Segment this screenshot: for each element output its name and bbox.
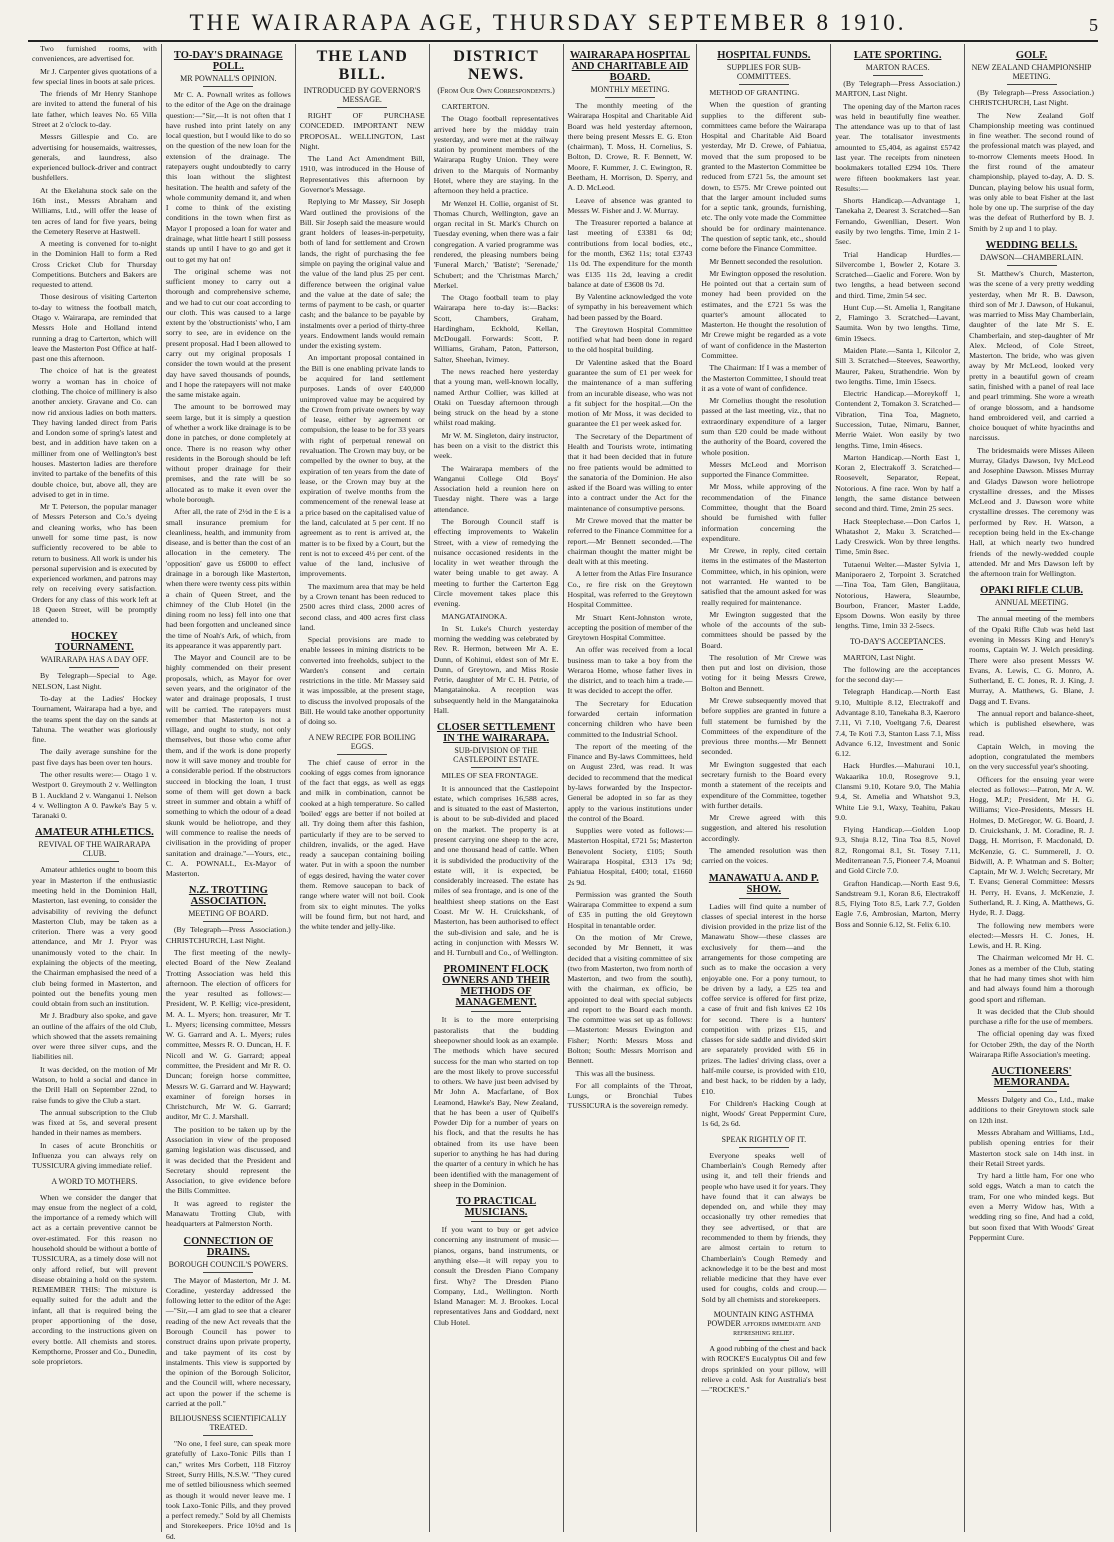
article	[835, 50, 960, 632]
article-headline: PROMINENT FLOCK OWNERS AND THEIR METHODS OF MANAGEMENT.	[442, 964, 550, 1009]
divider	[203, 1435, 253, 1436]
divider	[471, 767, 521, 768]
article-body	[300, 758, 425, 933]
column-3	[295, 44, 429, 1532]
paragraph: The annual subscription to the Club was fixed at 5s, and several present handed in their names as members.	[32, 1107, 157, 1138]
paragraph: Mr Bennett seconded the resolution.	[709, 256, 823, 266]
divider	[203, 921, 253, 922]
paragraph: Mr C. A. Pownall writes as follows to the editor of the Age on the drainage question:—"Sir,—It is not often that I have rushed into print lately on any local question, but I would like to do so on the question of the new loan for the extension of the drainage. The ratepayers ought undoubtedly to carry this loan without the slightest hesitation. The health and safety of the whole community demand it, and when I come to think of the existing conditions in the town when first as Mayor I proposed a loan for water and drainage, what little heart I still possess stands up until I have to go and get it out to get my hat on!	[165, 90, 291, 264]
article-headline: OPAKI RIFLE CLUB.	[980, 585, 1083, 597]
article-headline: CLOSER SETTLEMENT IN THE WAIRARAPA.	[436, 722, 556, 745]
paragraph: CARTERTON.	[441, 102, 490, 111]
paragraph: On the motion of Mr Crewe, seconded by Mr Bennett, it was decided that a visiting committee of six (two from Masterton, two from north of Masterton, and two from the south), with the chairman, ex officio, be appointed to deal with special subjects and report to the Board each month. The committee was set up as follows:—Masterton: Messrs Ewington and Fisher; North: Messrs Moss and Bolton; South: Messrs Morrison and Bennett.	[567, 932, 693, 1066]
paragraph: MILES OF SEA FRONTAGE.	[441, 771, 539, 781]
page-number: 5	[1089, 15, 1098, 35]
article	[969, 50, 1094, 234]
paragraph: After all, the rate of 2½d in the £ is a small insurance premium for cleanliness, health, and immunity from disease, and is better than the cost of an allocation in the cemetery. The 'opposition' gave us £6000 to effect drainage in a borough like Masterton, when there were twenty cess pits within a chain of Queen Street, and the chimney of the Club Hotel (in the dining room no less) fell into one that had been forgotten and uncleaned since the time of Noah's Ark, of which, from its appearance it was apparently part.	[165, 507, 291, 650]
article-headline: HOSPITAL FUNDS.	[717, 50, 811, 61]
article-subheading: ANNUAL MEETING.	[994, 598, 1069, 608]
paragraph: It is announced that the Castlepoint estate, which comprises 16,588 acres, and is situated to the east of Masterton, is about to be sub-divided and placed on the market. The property is at present carrying one sheep to the acre, and one thousand head of cattle. When it is subdivided the productivity of the estate will, it is expected, be considerably increased. The estate has miles of sea frontage, and is one of the healthiest sheep stations on the East Coast. Mr W. H. Cruickshank, of Masterton, has been authorised to effect the sub-division and sale, and he is acting in conjunction with Messrs W. and H. Turnbull and Co., of Wellington.	[433, 783, 559, 958]
paragraph: The Treasurer reported a balance at last meeting of £3381 6s 0d; contributions from local bodies, etc., for the month, £362 11s; total £3743 11s 0d. The expenditure for the month was £135 11s 2d, leaving a credit balance at date of £3608 0s 7d.	[567, 218, 693, 289]
paragraph: The choice of hat is the greatest worry a woman has in choice of clothing. The choice of millinery is also another anxiety. Gravane and Co. can now rid anxious ladies on both matters. They having landed direct from Paris and London some of spring's latest and best, and in addition have taken on a milliner from one of Wellington's best houses. Masterton ladies are therefore invited to partake of the benefits of this double choice, but, above all, they are advised to get in in time.	[32, 366, 157, 499]
paragraph: St. Matthew's Church, Masterton, was the scene of a very pretty wedding yesterday, when Mr R. B. Dawson, third son of Mr J. Dawson, of Hukanui, was married to Miss May Chamberlain, daughter of the late Mr S. E. Chamberlain, and step-daughter of Mr Alex. Mcleod, of Cole Street, Masterton. The bride, who was given away by Mr McLeod, looked very pretty in a beautiful gown of cream satin, finished with a panel of real lace and pearl trimming. She wore a wreath of orange blossom, and a handsome hand embroidered veil, and carried a choice bouquet of white hyacinths and narcissus.	[969, 268, 1094, 443]
article-headline: LATE SPORTING.	[853, 50, 942, 61]
paragraph: Special provisions are made to enable lessees in mining districts to be converted into freeholds, subject to the Warden's consent and certain restrictions in the title. Mr Massey said it was impossible, at the present stage, to discuss the involved proposals of the Bill. He would take another opportunity of doing so.	[299, 635, 425, 727]
paragraph: The following new members were elected:—Messrs H. C. Jones, H. Lewis, and H. R. King.	[969, 920, 1094, 951]
paragraph: The Secretary of the Department of Health and Tourists wrote, intimating that it had been decided that in future no free patients would be admitted to the sanatoria of the Dominion. He also asked if the Board was willing to enter into a contract under the Act for the maintenance of consumptive persons.	[567, 431, 693, 513]
article-headline: THE LAND BILL.	[316, 48, 408, 83]
paragraph: The amount to be borrowed may seem large, but it is simply a question of whether a work like drainage is to be done in patches, or done completely at once. There is no reason why other residents in the Borough should be left without proper drainage for their premises, and the rate will be so allocated as to make it even over the whole borough.	[165, 402, 291, 504]
paragraph: Messrs McLeod and Morrison supported the Finance Committee.	[701, 459, 827, 480]
paragraph: Mr Crewe moved that the matter be referred to the Finance Committee for a report.—Mr Bennett seconded.—The chairman thought the matter might be dealt with at this meeting.	[567, 515, 693, 567]
article	[835, 637, 960, 930]
paragraph: The Mayor and Council are to be highly commended on their present proposals, which, as Mayor for over seven years, and the originator of the water and drainage proposals, I trust will be carried. The ratepayers must remember that Masterton is not a village, and ought to study, not only themselves, but those who come after them, and if the work is done properly now it will save money and trouble for a considerable period. If the obstructors succeed in blocking the loan, I trust some of them will get down a back street in summer and obtain a whiff of something to which the odour of a dead skunk would be heliotrope, and they will commence to realise the needs of civilisation in the providing of proper sanitation and drainage."—Yours, etc., C. A. POWNALL, Ex-Mayor of Masterton.	[165, 653, 291, 879]
divider	[739, 1147, 789, 1148]
paragraph: Shorts Handicap.—Advantage 1, Tanekaha 2, Dearest 3. Scratched—San Fernando, Gwenllian, Desert. Won easily by two lengths. Time, 1min 2 1-5sec.	[835, 196, 961, 247]
paragraph: Messrs Dalgety and Co., Ltd., make additions to their Greytown stock sale on 12th inst.	[969, 1095, 1094, 1125]
article	[32, 44, 157, 625]
article	[166, 1414, 291, 1542]
paragraph: Mr Crewe agreed with this suggestion, and altered his resolution accordingly.	[701, 813, 827, 843]
paragraph: It was agreed to register the Manawatu Trotting Club, with headquarters at Palmerston North.	[165, 1198, 291, 1229]
article-subheading: MOUNTAIN KING ASTHMA POWDER affords immediate and refreshing relief.	[707, 1309, 821, 1337]
article	[300, 48, 425, 728]
divider	[69, 861, 119, 862]
article	[434, 964, 559, 1190]
paragraph: The Mayor of Masterton, Mr J. M. Coradine, yesterday addressed the following letter to the editor of the Age:—"Sir,—I am glad to see that a clearer reading of the new Act reveals that the Borough Council has power to construct drains upon private property, and take payment of its cost by instalments. This view is supported by the opinion of the Borough Solicitor, and the Council will, where necessary, act upon the power if the scheme is carried at the poll."	[165, 1275, 291, 1408]
article-body	[166, 1439, 291, 1542]
column-7	[830, 44, 964, 1532]
article	[434, 1196, 559, 1328]
article-body	[32, 671, 157, 821]
article-headline: WEDDING BELLS.	[985, 239, 1078, 251]
article-headline: HOCKEY TOURNAMENT.	[55, 631, 134, 654]
article-subheading: MARTON RACES.	[865, 63, 930, 72]
article-body	[32, 865, 157, 1171]
paragraph: Hack Hurdles.—Mahuraui 10.1, Wakaarika 10.0, Rosegrove 9.1, Clansmi 9.10, Kotare 9.0, The Mahia 9.4, St. Amelia and Whatshot 9.3, White Lie 9.1, Waxy, Teahitu, Pakau 9.0.	[835, 761, 961, 822]
paragraph: A good rubbing of the chest and back with ROCKE'S Eucalyptus Oil and few drops sprinkled on your pillow, will relieve a cold. Ask for Australia's best—"ROCKE'S."	[701, 1343, 827, 1395]
article-subheading: SPEAK RIGHTLY OF IT.	[721, 1134, 807, 1144]
paragraph: For all complaints of the Throat, Lungs, or Bronchial Tubes TUSSICURA is the sovereign remedy.	[567, 1080, 693, 1111]
paragraph: Trial Handicap Hurdles.—Silvercombe 1, Bowler 2, Kotare 3. Scratched—Gaelic and Forere. Won by two lengths, a head between second and third. Time, 2min 54 sec.	[835, 249, 961, 300]
paragraph: Mr Crewe subsequently moved that before supplies are granted in future a full statement be furnished by the Committees of the expenditure of the previous three months.—Mr Bennett seconded.	[701, 696, 827, 757]
paragraph: MARTON, Last Night.	[843, 652, 916, 662]
article-subheading: BILIOUSNESS SCIENTIFICALLY TREATED.	[169, 1414, 287, 1433]
paragraph: Supplies were voted as follows:—Masterton Hospital, £721 5s; Masterton Benevolent Society, £105; South Wairarapa Hospital, £313 17s 9d; Pahiatua Hospital, £400; total, £1660 2s 9d.	[567, 826, 693, 887]
divider	[1007, 1091, 1057, 1092]
paragraph: Mr Moss, while approving of the recommendation of the Finance Committee, thought that the Board should be furnished with fuller information concerning the expenditure.	[701, 482, 827, 543]
column-2	[161, 44, 295, 1541]
paragraph: The bridesmaids were Misses Aileen Murray, Gladys Dawson, Ivy McLeod and Josephine Dawson. Misses Murray and Gladys Dawson wore heliotrope crystalline dresses, and the Misses McLeod and J. Dawson wore white crystalline dresses. The ceremony was performed by Rev. H. Watson, a reception being held in the Ex-change Hall, at which nearly two hundred friends of the newly-wedded couple attended. Mr and Mrs Dawson left by the afternoon train for Wellington.	[969, 445, 1094, 579]
paragraph: The Greytown Hospital Committee notified what had been done in regard to the old hospital building.	[567, 324, 693, 355]
paragraph: The amended resolution was then carried on the voices.	[701, 845, 827, 866]
paragraph: At the Ekelahuna stock sale on the 16th inst., Messrs Abraham and Williams, Ltd., will offer the lease of ten acres of land for five years, being the Cemetery Reserve at Hastwell.	[32, 185, 157, 236]
paragraph: The New Zealand Golf Championship meeting was continued in fine weather. The second round of the professional match was played, and to-morrow Clements meets Hood. In the first round of the amateur championship, played to-day, A. D. S. Duncan, playing below his usual form, was only able to beat Fisher at the last hole by one up. The surprise of the day was the defeat of Rutherford by B. J. Smith by 2 up and 1 to play.	[969, 110, 1094, 233]
paragraph: It was decided that the Club should purchase a rifle for the use of members.	[969, 1006, 1094, 1027]
paragraph: The opening day of the Marton races was held in beautifully fine weather. The attendance was up to that of last year. The totalisator investments amounted to £5,404, as against £5742 last year. The receipts from nineteen bookmakers totalled £294 10s. There were fifteen bookmakers last year. Results:—	[835, 101, 961, 193]
paragraph: "No one, I feel sure, can speak more gratefully of Laxo-Tonic Pills than I can," writes Mrs Corbett, 118 Fitzroy Street, Surry Hills, N.S.W. "They cured me of settled biliousness which seemed as though it would never leave me. I took Laxo-Tonic Pills, and they proved a perfect remedy." Sold by all Chemists and Storekeepers. Price 10½d and 1s 6d.	[165, 1439, 291, 1541]
article-body	[166, 925, 291, 1229]
paragraph: (By Telegraph—Press Association.) CHRISTCHURCH, Last Night.	[969, 88, 1094, 108]
paragraph: Grafton Handicap.—North East 9.6, Sandstream 9.1, Koran 8.6, Electrakoff 8.5, Flying Toto 8.5, Lark 7.7, Golden Eagle 7.6, Ambrosian, Marton, Merry Boss and Sonnie 6.12, St. Felix 6.10.	[835, 878, 961, 929]
newspaper-title: THE WAIRARAPA AGE, THURSDAY SEPTEMBER 8 1910.	[189, 10, 907, 35]
article	[701, 50, 826, 867]
article	[32, 631, 157, 821]
article-subheading: INTRODUCED BY GOVERNOR'S MESSAGE.	[303, 86, 421, 104]
column-8	[964, 44, 1098, 1532]
paragraph: The annual meeting of the members of the Opaki Rifle Club was held last evening in Messrs King and Henry's rooms, Captain W. J. Welch presiding. There were also present Messrs W. Evans, A. Lewis, C. G. Monro, A. Sutherland, E. C. Jones, R. J. King, J. Murray, A. Matthews, G. Blane, J. Dagg and T. Evans.	[969, 614, 1094, 706]
paragraph: An offer was received from a local business man to take a boy from the Weraroa Home, whose father lives in the district, and to teach him a trade.—It was decided to accept the offer.	[567, 645, 693, 696]
paragraph: Mr Ewington opposed the resolution. He pointed out that a certain sum of money had been provided on the estimates, and the £721 5s was the quarter's amount allocated to Masterton. He thought the resolution of Mr Crewe might be regarded as a vote of want of confidence in the Masterton Committee.	[701, 268, 827, 361]
paragraph: If you want to buy or get advice concerning any instrument of music—pianos, organs, band instruments, or anything else—it will repay you to consult the Dresden Piano Company first. Why? The Dresden Piano Company, Ltd., Wellington. North Island Manager: M. J. Brookes. Local representatives Jans and Goddard, next Club Hotel.	[433, 1225, 559, 1327]
paragraph: The first meeting of the newly-elected Board of the New Zealand Trotting Association was held this afternoon. The election of officers for the year resulted as follows:—President, W. P. Kellig; vice-president, M. A. L. Myers; hon. treasurer, Mr T. L. Myers; licensing committee, Messrs W. G. Garrard and A. L. Myers; rules committee, Messrs R. O. Duncan, H. F. Nicoll and W. G. Garrard; appeal committee, the President and Mr R. O. Duncan; foreign horse committee, Messrs W. G. Garrard and W. Hayward; examiner of foreign horses in Christchurch, Mr W. G. Garrard; auditor, Mr C. J. Marshall.	[165, 947, 291, 1122]
article	[434, 722, 559, 958]
divider	[69, 1189, 119, 1190]
article-body	[701, 88, 826, 867]
paragraph: MANGATAINOKA.	[441, 611, 508, 621]
article-subheading: (From Our Own Correspondents.)	[437, 86, 555, 95]
article-body	[701, 1151, 826, 1305]
paragraph: It was decided, on the motion of Mr Watson, to hold a social and dance in the Drill Hall on September 22nd, to raise funds to give the Club a start.	[32, 1064, 157, 1105]
article	[32, 827, 157, 1171]
article	[300, 733, 425, 933]
article-subheading: REVIVAL OF THE WAIRARAPA CLUB.	[38, 840, 151, 859]
paragraph: Telegraph Handicap.—North East 9.10, Multiple 8.12, Electrakoff and Advantage 8.10, Tanekaha 8.3, Kaeroro 7.11, Vi 7.10, Voeltgang 7.6, Dearest 7.4, Te Koti 7.3, Stanton Lass 7.1, Miss Advance 6.12, Investment and Sonic 6.12.	[835, 687, 961, 759]
paragraph: Mr W. M. Singleton, dairy instructor, has been on a visit to the district this week.	[433, 430, 559, 461]
column-1	[28, 44, 161, 1532]
paragraph: When we consider the danger that may ensue from the neglect of a cold, the importance of a remedy which will act as a certain preventive cannot be over-estimated. For this reason no household should be without a bottle of TUSSICURA, as a timely dose will not only afford relief, but will prevent disease obtaining a hold on the system. REMEMBER THIS: The mixture is equally suited for the adult and the infant, all that is required being the proper apportioning of the dose, according to the instructions given on every bottle. All chemists and stores. Kempthorne, Prosser and Co., Dunedin, sole proprietors.	[32, 1192, 157, 1367]
paragraph: The chief cause of error in the cooking of eggs comes from ignorance of the fact that eggs, as well as eggs and milk in combination, cannot be cooked at a high temperature. So called 'boiled' eggs are better if not boiled at all. Try doing them after this fashion, particularly if they are to be served to children, invalids, or the aged. Have ready a saucepan containing boiling water. Put in with a spoon the number of eggs desired, having the water cover them. Remove saucepan to back of range where water will not boil. Cook from six to eight minutes. The yolks will be found firm, but not hard, and the white tender and jelly-like.	[299, 757, 425, 932]
paragraph: The Otago football team to play Wairarapa here to-day is:—Backs: Scott, Chambers, Graham, Hardingham, Eckhold, Kellan, McDougall. Forwards: Scott, P. Williams, Graham, Paton, Patterson, Salter, Sheehan, Ivimey.	[433, 293, 559, 364]
article-body	[701, 902, 826, 1130]
article	[701, 1135, 826, 1305]
divider	[1007, 84, 1057, 85]
paragraph: METHOD OF GRANTING.	[709, 88, 800, 97]
paragraph: The annual report and balance-sheet, which is published elsewhere, was read.	[969, 708, 1094, 739]
paragraph: Hunt Cup.—St. Amelia 1, Rangitane 2, Flamingo 3. Scratched—Lavant, Saumita. Won by two lengths. Time, 6min 19secs.	[835, 302, 961, 343]
paragraph: By Telegraph—Special to Age. NELSON, Last Night.	[32, 671, 157, 691]
article	[166, 1236, 291, 1410]
article-body	[969, 269, 1094, 579]
article-body	[568, 101, 693, 1112]
article-body	[434, 1015, 559, 1190]
article-body	[835, 653, 960, 930]
paragraph: Mr J. Bradbury also spoke, and gave an outline of the affairs of the old Club, which showed that the assets remaining over were three silver cups, and the liabilities nil.	[32, 1011, 157, 1062]
paragraph: The official opening day was fixed for October 29th, the day of the North Wairarapa Rifle Association's meeting.	[969, 1029, 1094, 1059]
paragraph: In cases of acute Bronchitis or Influenza you can always rely on TUSSICURA giving immediate relief.	[32, 1140, 157, 1171]
article-subheading: NEW ZEALAND CHAMPIONSHIP MEETING.	[971, 63, 1092, 81]
article	[568, 50, 693, 1112]
article-headline: CONNECTION OF DRAINS.	[183, 1235, 274, 1258]
divider	[739, 898, 789, 899]
column-5	[563, 44, 697, 1532]
paragraph: Amateur athletics ought to boom this year in Masterton if the enthusiastic meeting held in the Dominion Hall, Masterton, last evening, to consider the advisability of reviving the defunct Masterton Club, may be taken as a criterion. There was a very good attendance, and Mr J. Pryor was unanimously voted to the chair. In explaining the objects of the meeting, the Chairman emphasised the need of a club being formed in Masterton, and pointed out the benefits young men could obtain from such an institution.	[32, 865, 157, 1009]
paragraph: The resolution of Mr Crewe was then put and lost on division, those voting for it being Messrs Crewe, Bolton and Bennett.	[701, 652, 827, 693]
article-body	[434, 1225, 559, 1328]
paragraph: Mr Stuart Kent-Johnston wrote, accepting the position of member of the Greytown Hospital Committee.	[567, 612, 693, 643]
article	[969, 1066, 1094, 1243]
article-subheading: MONTHLY MEETING.	[590, 85, 670, 94]
paragraph: The Chairman: If I was a member of the Masterton Committee, I should treat it as a vote of want of confidence.	[701, 363, 827, 393]
divider	[1007, 265, 1057, 266]
divider	[471, 1221, 521, 1222]
article-subheading: A WORD TO MOTHERS.	[51, 1176, 138, 1186]
paragraph: Mr Wenzel H. Collie, organist of St. Thomas Church, Wellington, gave an organ recital in St. Mark's Church on Tuesday evening, when there was a fair congregation. A varied programme was rendered, the pleasing numbers being 'Funeral March,' 'Batiste'; 'Serenade,' Schubert; and the 'Christmas March,' Merkel.	[433, 198, 559, 290]
paragraph: Mr Ewington suggested that the whole of the accounts of the sub-committees should be passed by the Board.	[701, 609, 827, 650]
paragraph: The monthly meeting of the Wairarapa Hospital and Charitable Aid Board was held yesterday afternoon, there being present Messrs E. G. Eton (chairman), T. Moss, H. Cornelius, S. Bolton, D. Crowe, R. F. Bennett, W. Moore, F. Kummer, J. C. Ewington, R. Beetham, H. Morrison, D. Sperry, and A. D. McLeod.	[567, 101, 693, 193]
divider	[739, 84, 789, 85]
paragraph: Hack Steeplechase.—Don Carlos 1, Whatashot 2, Maku 3. Scratched—Lady Creswick. Won by three lengths. Time, 5min 8sec.	[835, 516, 961, 557]
divider	[1007, 610, 1057, 611]
newspaper-columns	[28, 44, 1098, 1541]
paragraph: The news reached here yesterday that a young man, well-known locally, named Arthur Collier, was killed at Otaki on Tuesday afternoon through being struck on the head by a stone whilst road making.	[433, 367, 559, 428]
paragraph: (By Telegraph—Press Association.) MARTON, Last Night.	[835, 79, 961, 99]
paragraph: Mr Crewe, in reply, cited certain items in the estimates of the Masterton Committee, which, in his opinion, were not warranted. He wanted to be satisfied that the amount asked for was really required for maintenance.	[701, 546, 827, 607]
paragraph: Mr Ewington suggested that each secretary furnish to the Board every month a statement of the receipts and expenditure of the Committee, together with further details.	[701, 759, 827, 810]
paragraph: Mr T. Peterson, the popular manager of Messrs Peterson and Co.'s dyeing and cleaning works, who has been unwell for some time past, is now sufficiently recovered to be able to return to business. All work is under his personal supervision and is executed by experienced workmen, and patrons may rely on receiving every satisfaction. Orders for any class of this work left at 18 Queen Street, will be promptly attended to.	[32, 502, 157, 625]
article	[969, 240, 1094, 579]
article	[32, 1177, 157, 1368]
article-body	[32, 1193, 157, 1368]
paragraph: An important proposal contained in the Bill is one enabling private lands to be acquired for land settlement purposes. Lands of over £40,000 unimproved value may be acquired by the Crown from private owners by way of lease, either by agreement or compulsion, the lease to be for 33 years with right of perpetual renewal on revaluation. The Crown may buy, or be compelled by the owner to buy, at the expiration of ten years from the date of lease, or the Crown may buy at the expiration of twelve months from the commencement of the renewal lease at a price based on the capitalised value of the land, calculated at 5 per cent. If no agreement as to rent is arrived at, the matter is to be fixed by a Court, but the rent is not to exceed 4½ per cent. of the value of the land, inclusive of improvements.	[299, 353, 425, 579]
article-headline: N.Z. TROTTING ASSOCIATION.	[188, 885, 268, 908]
article	[166, 885, 291, 1229]
paragraph: The Land Act Amendment Bill, 1910, was introduced in the House of Representatives this afternoon by Governor's Message.	[299, 154, 425, 194]
divider	[873, 75, 923, 76]
article-headline: TO-DAY'S DRAINAGE POLL.	[173, 50, 283, 72]
article-body	[835, 79, 960, 632]
paragraph: Messrs Abraham and Williams, Ltd., publish opening entries for their Masterton stock sale on 14th inst. in their Retail Street yards.	[969, 1128, 1094, 1168]
article	[969, 585, 1094, 1060]
article-subheading: SUB-DIVISION OF THE CASTLEPOINT ESTATE.	[453, 746, 539, 765]
article-headline: AMATEUR ATHLETICS.	[35, 827, 154, 839]
paragraph: To-day at the Ladies' Hockey Tournament, Wairarapa had a bye, and the teams spent the day on the sands at Tahuna. The weather was gloriously fine.	[32, 694, 157, 745]
paragraph: Two furnished rooms, with conveniences, are advertised for.	[32, 44, 157, 64]
article-subheading: BOROUGH COUNCIL'S POWERS.	[168, 1259, 289, 1269]
paragraph: Maiden Plate.—Santa 1, Kilcolor 2, Sill 3. Scratched—Steeves, Seaworthy, Maurer, Pakeu, Strathendrie. Won by two lengths. Time, 1min 15secs.	[835, 346, 961, 386]
paragraph: The following are the acceptances for the second day:—	[835, 664, 961, 685]
paragraph: Permission was granted the South Wairarapa Committee to expend a sum of £35 in putting the old Greytown Hospital in tenantable order.	[567, 889, 693, 930]
paragraph: Dr Valentine asked that the Board guarantee the sum of £1 per week for the maintenance of a man suffering from an incurable disease, who was not a fit subject for the hospital.—On the motion of Mr Moss, it was decided to guarantee the £1 per week asked for.	[567, 357, 693, 429]
article-subheading: WAIRARAPA HAS A DAY OFF.	[40, 655, 149, 665]
paragraph: Mr Cornelius thought the resolution passed at the last meeting, viz., that no extraordinary expenditure of a larger sum than £20 could be made without the authority of the Board, covered the whole position.	[701, 396, 827, 457]
paragraph: The other results were:— Otago 1 v. Westport 0. Greymouth 2 v. Wellington B 1. Auckland 2 v. Wanganui 1. Nelson 4 v. Wellington A 0. Pawke's Bay 5 v. Taranaki 0.	[32, 770, 157, 821]
article-subheading: SUPPLIES FOR SUB-COMMITTEES.	[726, 63, 801, 81]
divider	[337, 107, 387, 108]
article-subheading: MEETING OF BOARD.	[188, 909, 269, 919]
article-body	[969, 88, 1094, 234]
paragraph: Electric Handicap.—Moreykoff 1, Contendent 2, Tomakon 3. Scratched—Vibration, Tina Toa, Magneto, Succession, Tutae, Nimaru, Banner, Merrie Waiet. Won easily by two lengths. Time, 1min 46secs.	[835, 389, 961, 450]
article-headline: GOLF.	[1015, 50, 1048, 61]
article-body	[434, 102, 559, 716]
paragraph: (By Telegraph—Press Association.) CHRISTCHURCH, Last Night.	[165, 925, 291, 945]
column-6	[696, 44, 830, 1532]
paragraph: In St. Luke's Church yesterday morning the wedding was celebrated by Rev. R. Hermon, between Mr A. E. Dunn, of Kohinui, eldest son of Mr E. Dunn, of Greytown, and Miss Rosie Petrie, daughter of Mr C. H. Petrie, of Mangatainoka. A reception was subsequently held in the Mangatainoka Hall.	[433, 623, 559, 716]
divider	[203, 1272, 253, 1273]
paragraph: Those desirous of visiting Carterton to-day to witness the football match, Otago v. Wairarapa, are reminded that Messrs Hole and Holland intend running a drag to Carterton, which will leave the Masterton Post Office at half-past one this afternoon.	[32, 292, 157, 364]
article-headline: DISTRICT NEWS.	[453, 48, 539, 83]
paragraph: A letter from the Atlas Fire Insurance Co., re fire risk on the Greytown Hospital, was referred to the Greytown Hospital Committee.	[567, 569, 693, 610]
article-headline: TO PRACTICAL MUSICIANS.	[456, 1196, 537, 1219]
article	[701, 1310, 826, 1395]
article-subheading: A NEW RECIPE FOR BOILING EGGS.	[308, 732, 416, 751]
paragraph: Leave of absence was granted to Messrs W. Fisher and J. W. Murray.	[567, 195, 693, 215]
paragraph: Tutaenui Welter.—Master Sylvia 1, Maniporaero 2, Torpoint 3. Scratched—Tina Toa, Tam Glen, Bangiitaua, Notorious, Hawera, Sleaumbe, Bourbon, Francer, Master Ladde, Epsom Downs. Won easily by three lengths. Time, 1min 33 2-5secs.	[835, 559, 961, 631]
divider	[203, 86, 253, 87]
article-body	[969, 1095, 1094, 1243]
paragraph: The Otago football representatives arrived here by the midday train yesterday, and were met at the railway station by prominent members of the Wairarapa Rugby Union. They were driven to the Marquis of Normanby Hotel, where they are staying. In the afternoon they held a practice.	[433, 114, 559, 196]
article-body	[166, 90, 291, 879]
paragraph: Officers for the ensuing year were elected as follows:—Patron, Mr A. W. Hogg, M.P.; President, Mr H. G. Williams; Vice-Presidents, Messrs H. Holmes, D. McGregor, W. G. Board, J. D. Cruickshank, J. M. Coradine, R. J. Dagg, H. Morrison, F. Macdonald, D. McKenzie, G. C. Summerell, J. O. Bidwill, A. P. Whatman and S. Bolter; Captain, Mr W. J. Welch; Secretary, Mr T. Evans; General Committee: Messrs H. Perry, H. Evans, J. McKenzie, J. Sutherland, R. J. King, A. Matthews, G. Hyde, R. J. Dagg.	[969, 774, 1094, 918]
divider	[471, 1011, 521, 1012]
paragraph: This was all the business.	[575, 1068, 655, 1078]
paragraph: The Borough Council staff is effecting improvements to Wakelin Street, with a view of remedying the nuisance occasioned residents in the locality in wet weather through the water being unable to get away. A meeting to further the Carterton Egg Circle movement takes place this evening.	[433, 516, 559, 609]
article-headline: AUCTIONEERS' MEMORANDA.	[991, 1066, 1072, 1089]
divider	[873, 649, 923, 650]
article-subheading: MR POWNALL'S OPINION.	[180, 74, 277, 83]
paragraph: The original scheme was not sufficient money to carry out a thorough and comprehensive scheme, and we had to cut our coat according to our cloth. This was caused to a large extent by the 'obstructionists' who, I am sorry to see, are in evidence on the present proposal. Had I been allowed to carry out my original proposals I consider the town would at the present day have saved thousands of pounds, and I hope the ratepayers will not make the same mistake again.	[165, 266, 291, 400]
paragraph: For Children's Hacking Cough at night, Woods' Great Peppermint Cure, 1s 6d, 2s 6d.	[701, 1098, 827, 1129]
article-body	[32, 44, 157, 625]
article-body	[969, 614, 1094, 1060]
paragraph: The Chairman welcomed Mr H. C. Jones as a member of the Club, stating that he had many times shot with him and had always found him a thorough good sport and rifleman.	[969, 953, 1094, 1004]
divider	[605, 97, 655, 98]
article-subheading: TO-DAY'S ACCEPTANCES.	[849, 636, 946, 646]
divider	[337, 754, 387, 755]
paragraph: Marton Handicap.—North East 1, Koran 2, Electrakoff 3. Scratched—Roosevelt, Separator, Repeat, Notorious. A fine race. Won by half a length, the same distance between second and third. Time, 2min 25 secs.	[835, 452, 961, 514]
paragraph: The position to be taken up by the Association in view of the proposed gaming legislation was discussed, and it was decided that the President and Secretary should represent the Association, to give evidence before the Bills Committee.	[165, 1124, 291, 1196]
article-headline: MANAWATU A. AND P. SHOW.	[708, 872, 819, 895]
divider	[69, 667, 119, 668]
article	[434, 48, 559, 716]
paragraph: Mr J. Carpenter gives quotations of a few special lines in boots at sale prices.	[32, 66, 157, 86]
paragraph: When the question of granting supplies to the different sub-committees came before the Wairarapa Hospital and Charitable Aid Board yesterday, Mr D. Crewe, of Pahiatua, moved that the sum proposed to be granted to the Masterton Committee be reduced from £721 5s, the amount set down, to £575. Mr Crewe pointed out that the larger amount included sums for a septic tank, grounds, furnishing, etc. The only vote made the Committee should be for ordinary maintenance. The question of septic tank, etc., should come before the Finance Committee.	[701, 100, 827, 254]
article-body	[300, 111, 425, 728]
paragraph: Everyone speaks well of Chamberlain's Cough Remedy after using it, and tell their friends and people who have used it for years. They have found that it can always be depended on, and while they may occasionally try other remedies that they see advertised, or that are recommended to them by friends, they are almost certain to return to Chamberlain's Cough Remedy and acknowledge it to be the best and most reliable medicine that they have ever used for coughs, colds and croup.—Sold by all chemists and storekeepers.	[701, 1150, 827, 1304]
paragraph: By Valentine acknowledged the vote of sympathy in his bereavement which had been passed by the Board.	[567, 292, 693, 322]
divider	[739, 1340, 789, 1341]
paragraph: Ladies will find quite a number of classes of special interest in the horse division provided in the prize list of the Manawatu Show—these classes are exclusively for them—and the arrangements for those competing are such as to make the occasion a very enjoyable one. For a pony turnout, to be driven by a lady, a £25 tea and coffee service is offered for first prize, a case of fruit and fish knives £2 10s for second. There is a hunters' competition with prizes £15, and classes for side saddle and divided skirt are separately provided with £6 in prizes. The ladies' driving class, over a half-mile course, is provided with £10, and best hack, to be ridden by a lady, £10.	[701, 901, 827, 1096]
paragraph: The report of the meeting of the Finance and By-laws Committees, held on August 23rd, was read. It was decided to recommend that the medical by-laws forwarded by the Inspector-General be adopted in so far as they apply to the various institutions under the control of the Board.	[567, 741, 693, 823]
masthead	[28, 6, 1098, 42]
article-body	[166, 1276, 291, 1410]
paragraph: Captain Welch, in moving the adoption, congratulated the members on the very successful year's shooting.	[969, 741, 1094, 772]
paragraph: It is to the more enterprising pastoralists that the budding sheepowner should look as an example. The methods which have secured success for the man who started on top are the most likely to prove successful to others. We have just been advised by Mr John A. Macfarlane, of Box Leamond, Hawke's Bay, New Zealand, that he has been a user of Quibell's Powder Dip for a number of years on his flock, and that the results he has obtained from its use have been superior to anything he has had during the quarter of a century in which he has been identified with the management of sheep in the Dominion.	[433, 1015, 559, 1189]
article	[166, 50, 291, 879]
paragraph: The maximum area that may be held by a Crown tenant has been reduced to 2500 acres third class, 2000 acres of second class, and 400 acres first class land.	[299, 581, 425, 632]
divider	[471, 98, 521, 99]
paragraph: A meeting is convened for to-night in the Dominion Hall to form a Red Cross Cricket Club for Thursday Competitions. Butchers and Bakers are requested to attend.	[32, 239, 157, 290]
paragraph: Flying Handicap.—Golden Loop 9.3, Shuja 8.12, Tina Toa 8.5, Novel 8.2, Rongomai 8.1, St. Tosey 7.11, Mediterranean 7.5, Pioneer 7.4, Moanui and Gold Circle 7.0.	[835, 825, 961, 876]
article-subheading: DAWSON—CHAMBERLAIN.	[979, 252, 1084, 262]
article-body	[434, 771, 559, 958]
paragraph: Replying to Mr Massey, Sir Joseph Ward outlined the provisions of the Bill. Sir Joseph said the measure would grant holders of leases-in-perpetuity, both of land for settlement and Crown lands, the right of purchasing the fee simple on paying the original value and the value of the land plus 25 per cent. difference between the original value and the value at the date of sale; the terms of payment to be cash, or quarter cash; and the balance to be payable by instalments over a period of thirty-three years. Endowment lands would remain under the existing system.	[299, 197, 425, 351]
paragraph: The daily average sunshine for the past five days has been over ten hours.	[32, 747, 157, 767]
article-body	[701, 1344, 826, 1395]
article-headline: WAIRARAPA HOSPITAL AND CHARITABLE AID BOARD.	[569, 50, 690, 83]
article	[701, 873, 826, 1130]
column-4	[429, 44, 563, 1532]
paragraph: Try hard a little ham, For one who sold eggs, Watch a man to catch the tram, For one who minded kegs. But even a Merry Widow has, With a wedding ring so fine, And had a cold, but soon fixed that With Woods' Great Peppermint Cure.	[969, 1171, 1094, 1242]
paragraph: Messrs Gillespie and Co. are advertising for housemaids, waitresses, generals, and laundress, also experienced bullock-driver and contract bushfellers.	[32, 132, 157, 183]
paragraph: The Wairarapa members of the Wanganui College Old Boys' Association held a reunion here on Tuesday night. There was a large attendance.	[433, 463, 559, 514]
paragraph: The Secretary for Education forwarded certain information concerning children who have been committed to the Industrial School.	[567, 698, 693, 739]
paragraph: RIGHT OF PURCHASE CONCEDED. IMPORTANT NEW PROPOSAL. WELLINGTON, Last Night.	[299, 111, 425, 151]
paragraph: The friends of Mr Henry Stanhope are invited to attend the funeral of his late father, which leaves No. 65 Villa Street at 2 o'clock to-day.	[32, 89, 157, 129]
